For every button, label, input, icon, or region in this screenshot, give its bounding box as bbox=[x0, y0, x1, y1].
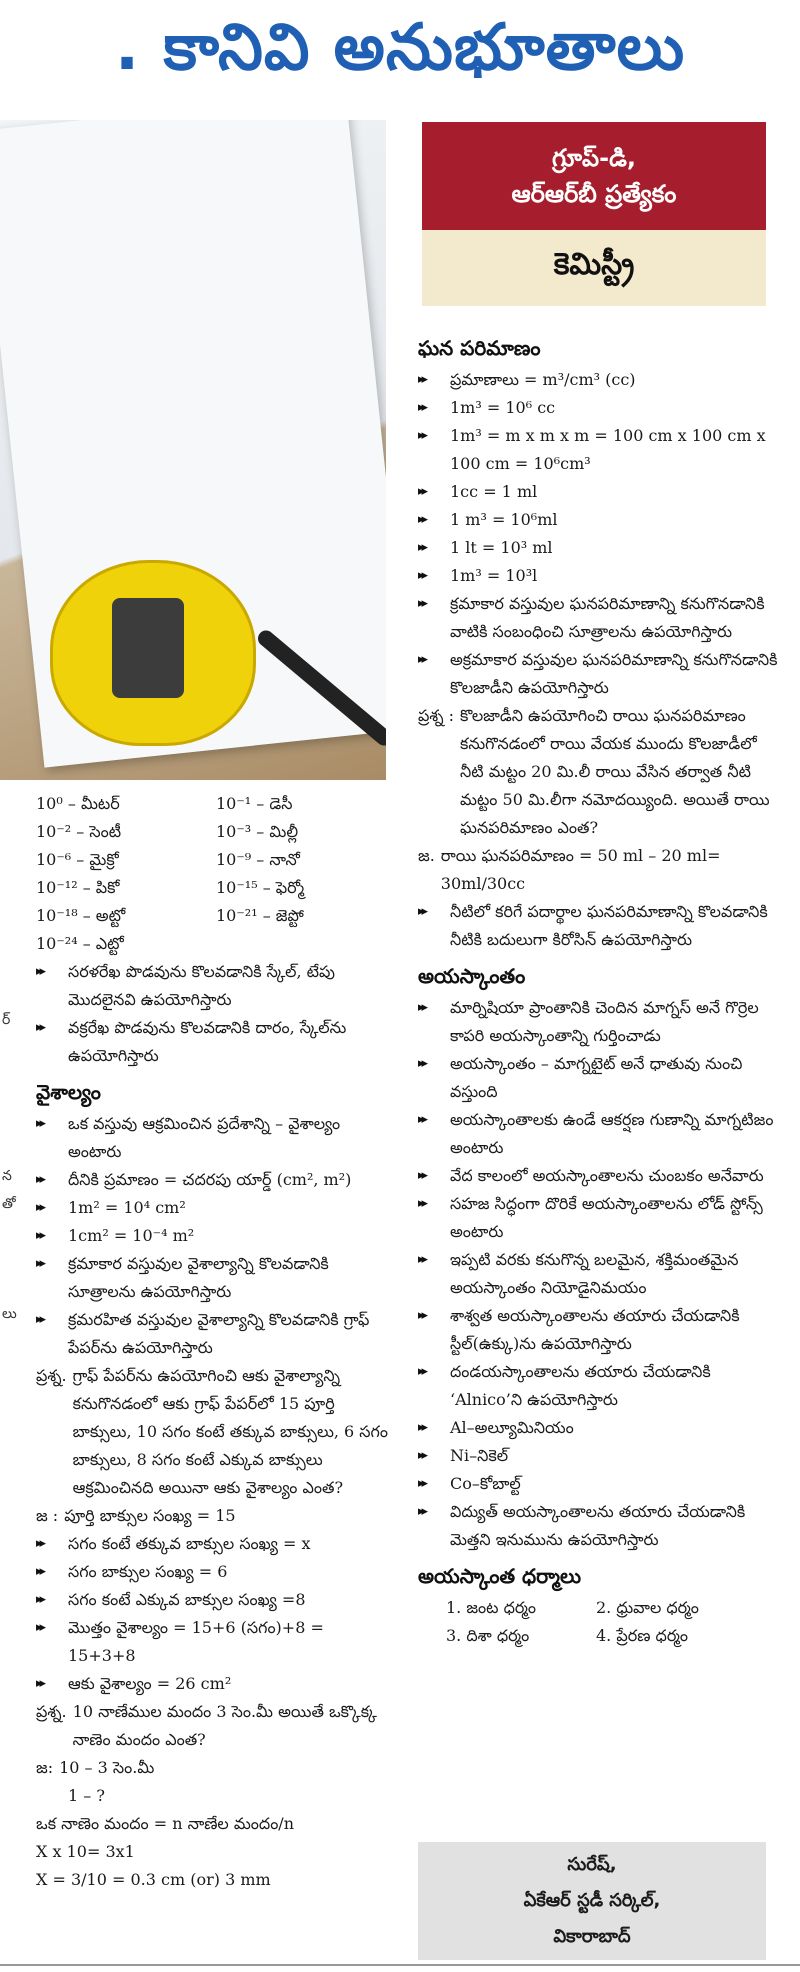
list-item: ▸▸ Al–అల్యూమినియం bbox=[418, 1414, 778, 1442]
length-list bbox=[36, 958, 396, 1070]
list-item: ▸▸ సరళరేఖ పొడవును కొలవడానికి స్కేల్, టేపు మొదలైనవి ఉపయోగిస్తారు bbox=[36, 958, 396, 1014]
prop-item: 1. జంట ధర్మం bbox=[446, 1598, 537, 1617]
list-item: ▸▸ ఇప్పటి వరకు కనుగొన్న బలమైన, శక్తిమంతమైన అయస్కాంతం నియోడైనిమయం bbox=[418, 1246, 778, 1302]
unit-item: 10⁻¹⁸ – అట్టో bbox=[36, 906, 126, 925]
area-answer-list bbox=[36, 1530, 396, 1698]
unit-item: 10⁻¹ – డెసీ bbox=[216, 794, 293, 813]
question-text: 10 నాణేముల మందం 3 సెం.మీ అయితే ఒక్కొక్క నాణెం మందం ఎంత? bbox=[72, 1702, 377, 1749]
magnet-list bbox=[418, 994, 778, 1554]
list-item: ▸▸ సహజ సిద్ధంగా దొరికే అయస్కాంతాలను లోడ్ స్టోన్స్ అంటారు bbox=[418, 1190, 778, 1246]
unit-item: 10⁻³ – మిల్లీ bbox=[216, 822, 299, 841]
list-item: ▸▸ Ni–నికెల్ bbox=[418, 1442, 778, 1470]
area-answer bbox=[36, 1502, 396, 1530]
answer-text: రాయి ఘనపరిమాణం = 50 ml – 20 ml= 30ml/30cc bbox=[440, 846, 721, 893]
list-item: ▸▸ క్రమరహిత వస్తువుల వైశాల్యాన్ని కొలవడానికి గ్రాఫ్ పేపర్‌ను ఉపయోగిస్తారు bbox=[36, 1306, 396, 1362]
unit-item: 10⁻¹⁵ – ఫెర్మో bbox=[216, 878, 305, 897]
question-prefix: ప్రశ్న. bbox=[36, 1366, 67, 1385]
prop-item: 2. ధ్రువాల ధర్మం bbox=[596, 1598, 699, 1617]
volume-list bbox=[418, 366, 778, 702]
list-item: ▸▸ మార్నిషియా ప్రాంతానికి చెందిన మాగ్నస్ అనే గొర్రెల కాపరి అయస్కాంతాన్ని గుర్తించాడు bbox=[418, 994, 778, 1050]
unit-item: 10⁻² – సెంటీ bbox=[36, 822, 122, 841]
banner-line-2: ఆర్‌ఆర్‌బీ ప్రత్యేకం bbox=[511, 180, 677, 208]
question-text: గ్రాఫ్ పేపర్‌ను ఉపయోగించి ఆకు వైశాల్యాన్ని కనుగొనడంలో ఆకు గ్రాఫ్ పేపర్‌లో 15 పూర్తి బాక్సులు, 10 సగం కంటే తక్కువ బాక్సులు, 6 సగం బాక్సులు, 8 సగం కంటే ఎక్కువ బాక్సులు ఆక్రమించినది అయినా ఆకు వైశాల్యం ఎంత? bbox=[72, 1366, 388, 1497]
list-item: ▸▸ 1cm² = 10⁻⁴ m² bbox=[36, 1222, 396, 1250]
volume-heading: ఘన పరిమాణం bbox=[418, 336, 541, 360]
list-item: ▸▸ దండయస్కాంతాలను తయారు చేయడానికి ‘Alnico’ని ఉపయోగిస్తారు bbox=[418, 1358, 778, 1414]
list-item: ▸▸ 1m³ = 10³l bbox=[418, 562, 778, 590]
answer-text: పూర్తి బాక్సుల సంఖ్య = 15 bbox=[64, 1506, 236, 1525]
prop-item: 3. దిశా ధర్మం bbox=[446, 1626, 530, 1645]
cropped-edge-text: లు bbox=[2, 1306, 17, 1322]
list-item: ▸▸ విద్యుత్ అయస్కాంతాలను తయారు చేయడానికి మెత్తని ఇనుమును ఉపయోగిస్తారు bbox=[418, 1498, 778, 1554]
unit-item: 10⁻²⁴ – ఎట్టో bbox=[36, 934, 124, 953]
unit-item: 10⁻¹² – పికో bbox=[36, 878, 120, 897]
list-item: ▸▸ దీనికి ప్రమాణం = చదరపు యార్డ్ (cm², m²) bbox=[36, 1166, 396, 1194]
list-item: ▸▸ అయస్కాంతం – మాగ్నటైట్ అనే ధాతువు నుంచి వస్తుంది bbox=[418, 1050, 778, 1106]
tape-clip bbox=[112, 598, 184, 698]
coin-line: 1 – ? bbox=[68, 1786, 105, 1805]
list-item: ▸▸ 1 lt = 10³ ml bbox=[418, 534, 778, 562]
unit-item: 10⁻⁶ – మైక్రో bbox=[36, 850, 119, 869]
subject-banner: కెమిస్ట్రీ bbox=[422, 230, 766, 306]
section-banner bbox=[422, 122, 766, 230]
author-place: వికారాబాద్ bbox=[553, 1926, 631, 1947]
list-item: ▸▸ 1m² = 10⁴ cm² bbox=[36, 1194, 396, 1222]
list-item: ▸▸ సగం కంటే తక్కువ బాక్సుల సంఖ్య = x bbox=[36, 1530, 396, 1558]
question-prefix: ప్రశ్న. bbox=[36, 1702, 67, 1721]
question-prefix: ప్రశ్న : bbox=[418, 706, 455, 725]
unit-item: 10⁻⁹ – నానో bbox=[216, 850, 300, 869]
unit-item: 10⁻²¹ – జెప్టో bbox=[216, 906, 304, 925]
bottom-rule bbox=[0, 1964, 800, 1966]
author-name: సురేష్, bbox=[567, 1854, 617, 1875]
prop-item: 4. ప్రేరణ ధర్మం bbox=[596, 1626, 688, 1645]
list-item: ▸▸ ప్రమాణాలు = m³/cm³ (cc) bbox=[418, 366, 778, 394]
magnet-props-heading: అయస్కాంత ధర్మాలు bbox=[418, 1564, 582, 1588]
list-item: ▸▸ మొత్తం వైశాల్యం = 15+6 (సగం)+8 = 15+3+8 bbox=[36, 1614, 396, 1670]
answer-prefix: జ : bbox=[36, 1506, 59, 1525]
list-item: ▸▸ 1 m³ = 10⁶ml bbox=[418, 506, 778, 534]
answer-prefix: జ: bbox=[36, 1758, 54, 1777]
volume-after-list bbox=[418, 898, 778, 954]
magnet-props-grid bbox=[418, 1594, 778, 1650]
list-item: ▸▸ వేద కాలంలో అయస్కాంతాలను చుంబకం అనేవారు bbox=[418, 1162, 778, 1190]
area-question bbox=[36, 1362, 396, 1502]
list-item: ▸▸ సగం బాక్సుల సంఖ్య = 6 bbox=[36, 1558, 396, 1586]
cropped-edge-text: ర్ bbox=[2, 1012, 11, 1028]
coin-line: ఒక నాణెం మందం = n నాణేల మందం/n bbox=[36, 1814, 295, 1833]
banner-line-1: గ్రూప్‌-డి, bbox=[552, 144, 636, 172]
list-item: ▸▸ Co–కోబాల్ట్ bbox=[418, 1470, 778, 1498]
list-item: ▸▸ నీటిలో కరిగే పదార్థాల ఘనపరిమాణాన్ని కొలవడానికి నీటికి బదులుగా కిరోసిన్ ఉపయోగిస్తారు bbox=[418, 898, 778, 954]
list-item: ▸▸ 1cc = 1 ml bbox=[418, 478, 778, 506]
list-item: ▸▸ అయస్కాంతాలకు ఉండే ఆకర్షణ గుణాన్ని మాగ్నటిజం అంటారు bbox=[418, 1106, 778, 1162]
unit-prefix-grid bbox=[36, 790, 396, 958]
list-item: ▸▸ ఒక వస్తువు ఆక్రమించిన ప్రదేశాన్ని – వైశాల్యం అంటారు bbox=[36, 1110, 396, 1166]
coin-answer bbox=[36, 1754, 396, 1782]
list-item: ▸▸ 1m³ = m x m x m = 100 cm x 100 cm x 100 cm = 10⁶cm³ bbox=[418, 422, 778, 478]
list-item: ▸▸ అక్రమాకార వస్తువుల ఘనపరిమాణాన్ని కనుగొనడానికి కొలజాడీని ఉపయోగిస్తారు bbox=[418, 646, 778, 702]
cropped-edge-text: న bbox=[2, 1168, 12, 1184]
headline: . కానివి అనుభూతాలు bbox=[114, 10, 686, 85]
area-heading: వైశాల్యం bbox=[36, 1080, 101, 1104]
list-item: ▸▸ క్రమాకార వస్తువుల ఘనపరిమాణాన్ని కనుగొనడానికి వాటికి సంబంధించి సూత్రాలను ఉపయోగిస్తారు bbox=[418, 590, 778, 646]
coin-question bbox=[36, 1698, 396, 1754]
coin-line: X x 10= 3x1 bbox=[36, 1842, 135, 1861]
coin-line: X = 3/10 = 0.3 cm (or) 3 mm bbox=[36, 1870, 271, 1889]
unit-item: 10⁰ – మీటర్ bbox=[36, 794, 120, 813]
list-item: ▸▸ 1m³ = 10⁶ cc bbox=[418, 394, 778, 422]
answer-prefix: జ. bbox=[418, 846, 435, 865]
volume-answer bbox=[418, 842, 778, 898]
magnet-heading: అయస్కాంతం bbox=[418, 964, 526, 988]
right-column bbox=[418, 326, 778, 1650]
list-item: ▸▸ క్రమాకార వస్తువుల వైశాల్యాన్ని కొలవడానికి సూత్రాలను ఉపయోగిస్తారు bbox=[36, 1250, 396, 1306]
author-box bbox=[418, 1842, 766, 1960]
list-item: ▸▸ వక్రరేఖ పొడవును కొలవడానికి దారం, స్కేల్‌ను ఉపయోగిస్తారు bbox=[36, 1014, 396, 1070]
list-item: ▸▸ సగం కంటే ఎక్కువ బాక్సుల సంఖ్య =8 bbox=[36, 1586, 396, 1614]
area-list bbox=[36, 1110, 396, 1362]
list-item: ▸▸ ఆకు వైశాల్యం = 26 cm² bbox=[36, 1670, 396, 1698]
list-item: ▸▸ శాశ్వత అయస్కాంతాలను తయారు చేయడానికి స్టీల్(ఉక్కు)ను ఉపయోగిస్తారు bbox=[418, 1302, 778, 1358]
measuring-tape-photo bbox=[0, 120, 386, 780]
answer-text: 10 – 3 సెం.మీ bbox=[59, 1758, 155, 1777]
volume-question bbox=[418, 702, 778, 842]
cropped-edge-text: తో bbox=[2, 1196, 16, 1212]
left-column bbox=[36, 790, 396, 1894]
question-text: కొలజాడీని ఉపయోగించి రాయి ఘనపరిమాణం కనుగొనడంలో రాయి వేయక ముందు కొలజాడీలో నీటి మట్టం 20 మి.లీ రాయి వేసిన తర్వాత నీటి మట్టం 50 మి.లీగా నమోదయ్యింది. అయితే రాయి ఘనపరిమాణం ఎంత? bbox=[460, 706, 770, 837]
author-org: ఏకేఆర్ స్టడీ సర్కిల్, bbox=[523, 1890, 661, 1911]
